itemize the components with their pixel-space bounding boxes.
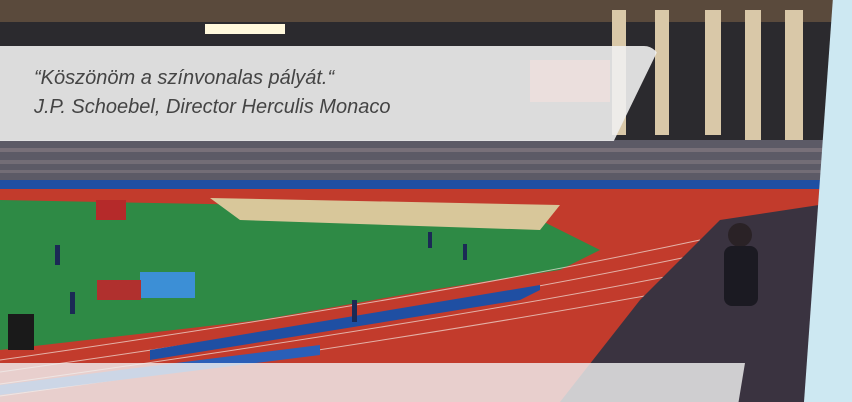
top-ad-strip xyxy=(0,180,852,189)
quote-attribution: J.P. Schoebel, Director Herculis Monaco xyxy=(34,96,391,118)
roof-beam xyxy=(0,0,852,22)
bottom-overlay-card xyxy=(0,363,745,402)
results-board-flag xyxy=(97,280,141,300)
spectator-body xyxy=(724,246,758,306)
results-board xyxy=(140,272,195,298)
quote-text-line: “Köszönöm a színvonalas pályát.“ xyxy=(34,67,335,89)
spectator-head xyxy=(728,223,752,247)
speaker-box xyxy=(8,314,34,350)
floodlights xyxy=(205,24,285,34)
infield-marker-box xyxy=(96,200,126,220)
testimonial-quote xyxy=(34,64,594,122)
